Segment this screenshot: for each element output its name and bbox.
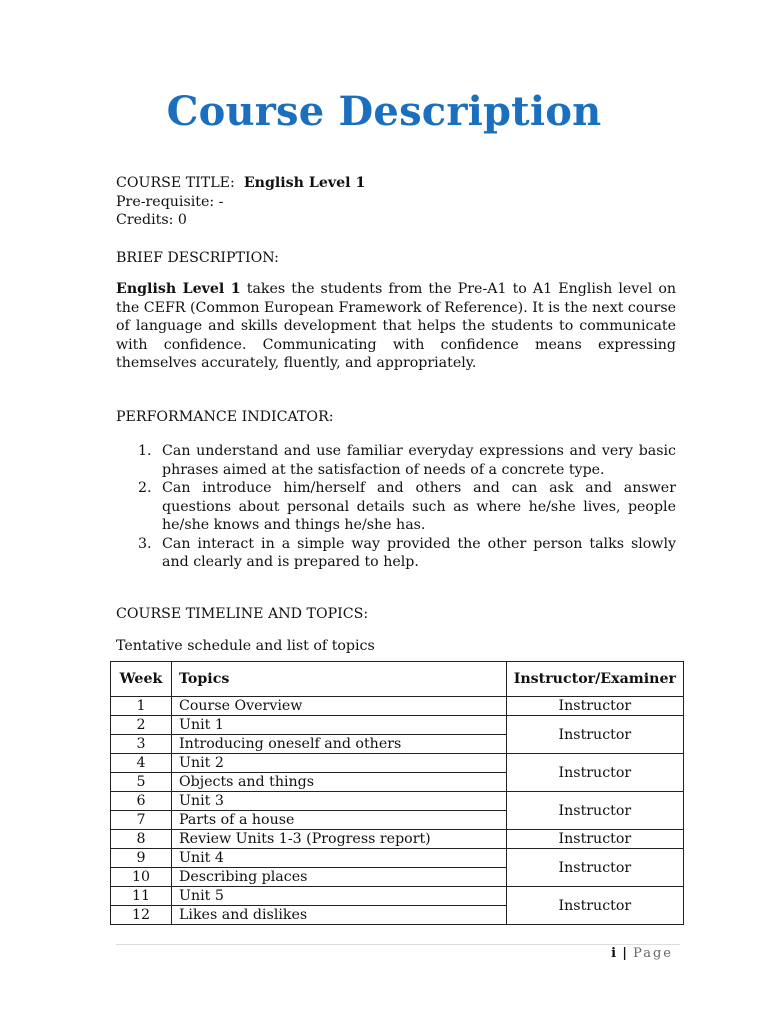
instructor-cell: Instructor	[506, 849, 683, 887]
table-row	[111, 697, 684, 716]
course-timeline-heading: COURSE TIMELINE AND TOPICS:	[116, 606, 369, 622]
list-item	[116, 442, 676, 479]
table-row	[111, 830, 684, 849]
topic-cell: Likes and dislikes	[172, 906, 507, 925]
week-cell: 3	[111, 735, 172, 754]
instructor-cell: Instructor	[506, 792, 683, 830]
week-cell: 6	[111, 792, 172, 811]
week-cell: 7	[111, 811, 172, 830]
week-cell: 5	[111, 773, 172, 792]
footer-separator: |	[622, 946, 627, 961]
brief-body: takes the students from the Pre-A1 to A1 English level on the CEFR (Common European Framework of Reference). It is the next course of language and skills development that helps the students to communicate with confidence. Communicating with confidence means expressing themselves accurately, fluently, and appropriately.	[116, 281, 676, 371]
week-cell: 8	[111, 830, 172, 849]
course-title-label: COURSE TITLE:	[116, 175, 235, 191]
column-header-topics: Topics	[172, 662, 507, 697]
list-item	[116, 479, 676, 535]
week-cell: 12	[111, 906, 172, 925]
instructor-cell: Instructor	[506, 887, 683, 925]
performance-indicator-heading: PERFORMANCE INDICATOR:	[116, 409, 334, 425]
page-number: i	[611, 946, 617, 961]
week-cell: 4	[111, 754, 172, 773]
topic-cell: Course Overview	[172, 697, 507, 716]
list-item-text: Can interact in a simple way provided the other person talks slowly and clearly and is prepared to help.	[162, 535, 676, 570]
table-row	[111, 887, 684, 906]
list-item-text: Can introduce him/herself and others and can ask and answer questions about personal details such as where he/she lives, people he/she knows and things he/she has.	[162, 480, 676, 533]
topic-cell: Review Units 1-3 (Progress report)	[172, 830, 507, 849]
page-footer	[611, 946, 673, 961]
topic-cell: Unit 4	[172, 849, 507, 868]
credits: Credits: 0	[116, 212, 187, 228]
week-cell: 1	[111, 697, 172, 716]
week-cell: 2	[111, 716, 172, 735]
course-title-line	[116, 174, 676, 193]
table-header-row	[111, 662, 684, 697]
list-item-number: 1.	[138, 443, 152, 459]
brief-description-text	[116, 280, 676, 373]
topic-cell: Introducing oneself and others	[172, 735, 507, 754]
column-header-instructor: Instructor/Examiner	[506, 662, 683, 697]
brief-lead: English Level 1	[116, 281, 241, 297]
topic-cell: Describing places	[172, 868, 507, 887]
topic-cell: Unit 3	[172, 792, 507, 811]
week-cell: 10	[111, 868, 172, 887]
list-item-text: Can understand and use familiar everyday expressions and very basic phrases aimed at the satisfaction of needs of a concrete type.	[162, 443, 676, 478]
page-label: Page	[633, 946, 673, 961]
column-header-week: Week	[111, 662, 172, 697]
list-item-number: 3.	[138, 535, 152, 552]
prerequisite: Pre-requisite: -	[116, 193, 224, 210]
topic-cell: Parts of a house	[172, 811, 507, 830]
instructor-cell: Instructor	[506, 697, 683, 716]
list-item	[116, 535, 676, 572]
topic-cell: Objects and things	[172, 773, 507, 792]
brief-description-heading: BRIEF DESCRIPTION:	[116, 250, 279, 266]
table-row	[111, 754, 684, 773]
week-cell: 9	[111, 849, 172, 868]
performance-indicator-list	[116, 442, 676, 572]
course-info	[116, 174, 676, 230]
table-row	[111, 849, 684, 868]
table-row	[111, 792, 684, 811]
schedule-subheading: Tentative schedule and list of topics	[116, 638, 375, 654]
week-cell: 11	[111, 887, 172, 906]
instructor-cell: Instructor	[506, 754, 683, 792]
list-item-number: 2.	[138, 480, 152, 496]
topic-cell: Unit 5	[172, 887, 507, 906]
course-title-value: English Level 1	[243, 175, 366, 191]
document-title: Course Description	[166, 88, 602, 135]
instructor-cell: Instructor	[506, 830, 683, 849]
topic-cell: Unit 1	[172, 716, 507, 735]
table-row	[111, 716, 684, 735]
instructor-cell: Instructor	[506, 716, 683, 754]
footer-divider	[116, 944, 680, 945]
topic-cell: Unit 2	[172, 754, 507, 773]
schedule-table	[110, 661, 684, 925]
